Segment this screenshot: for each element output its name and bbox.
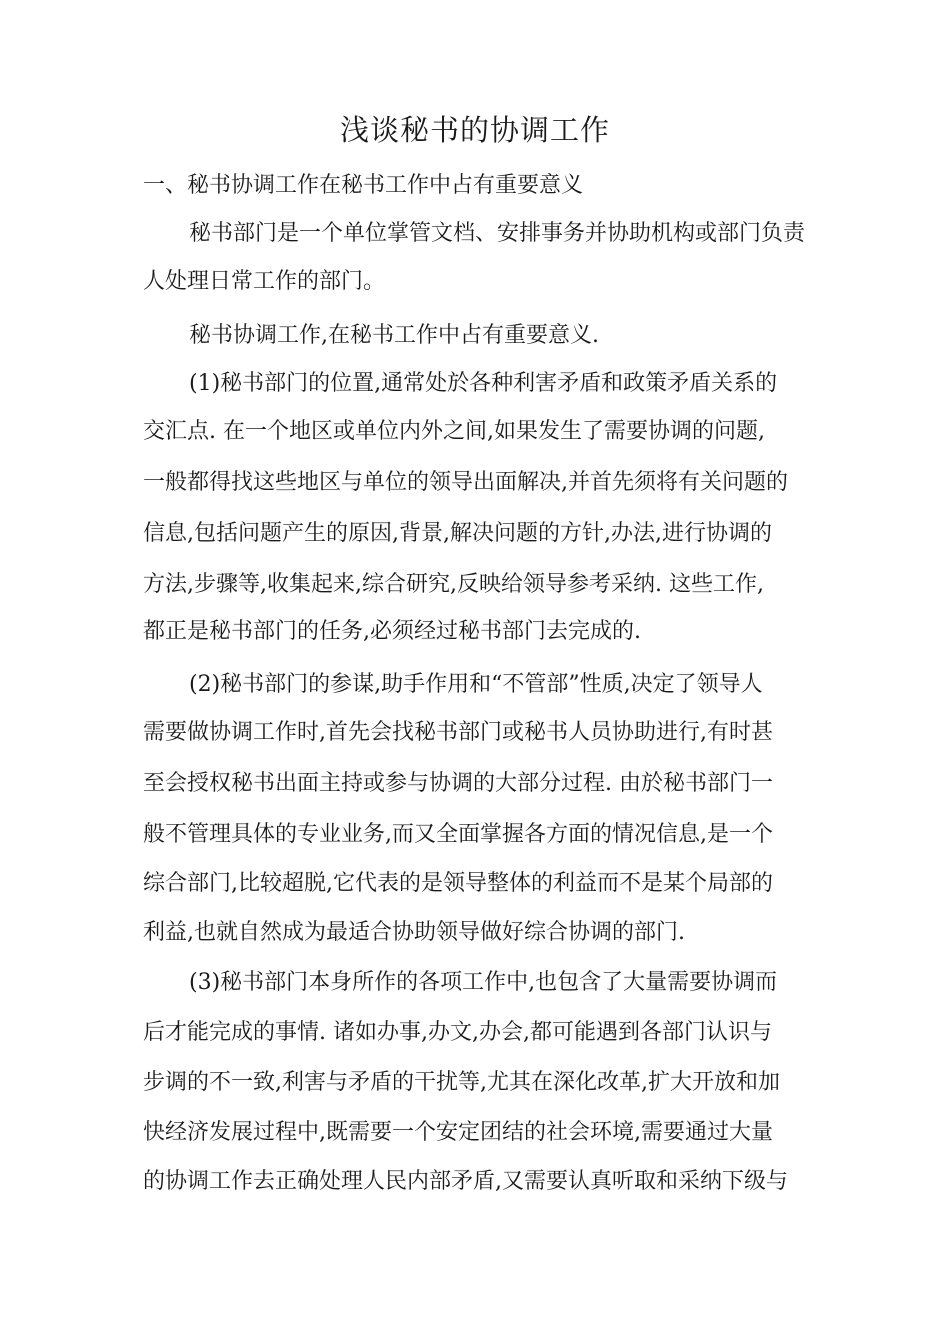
text-line: (1)秘书部门的位置,通常处於各种利害矛盾和政策矛盾关系的 bbox=[189, 371, 778, 396]
text-line: 秘书部门是一个单位掌管文档、安排事务并协助机构或部门负责 bbox=[189, 221, 806, 246]
text-line: 步调的不一致,利害与矛盾的干扰等,尤其在深化改革,扩大开放和加 bbox=[143, 1070, 780, 1095]
text-line: 需要做协调工作时,首先会找秘书部门或秘书人员协助进行,有时甚 bbox=[143, 720, 773, 745]
text-line: (3)秘书部门本身所作的各项工作中,也包含了大量需要协调而 bbox=[189, 970, 778, 995]
text-line: 一般都得找这些地区与单位的领导出面解决,并首先须将有关问题的 bbox=[143, 470, 788, 495]
text-line: 的协调工作去正确处理人民内部矛盾,又需要认真听取和采纳下级与 bbox=[143, 1169, 788, 1194]
text-line: 都正是秘书部门的任务,必须经过秘书部门去完成的. bbox=[143, 619, 641, 644]
text-line: 秘书协调工作,在秘书工作中占有重要意义. bbox=[189, 323, 599, 348]
text-line: 后才能完成的事情. 诸如办事,办文,办会,都可能遇到各部门认识与 bbox=[143, 1020, 772, 1045]
text-line: 至会授权秘书出面主持或参与协调的大部分过程. 由於秘书部门一 bbox=[143, 771, 773, 796]
text-line: 信息,包括问题产生的原因,背景,解决问题的方针,办法,进行协调的 bbox=[143, 521, 772, 546]
section-heading: 一、秘书协调工作在秘书工作中占有重要意义 bbox=[143, 173, 584, 198]
document-title: 浅谈秘书的协调工作 bbox=[339, 113, 610, 147]
text-line: 利益,也就自然成为最适合协助领导做好综合协调的部门. bbox=[143, 920, 685, 945]
text-line: 人处理日常工作的部门。 bbox=[143, 269, 386, 294]
text-line: 综合部门,比较超脱,它代表的是领导整体的利益而不是某个局部的 bbox=[143, 871, 773, 896]
text-line: (2)秘书部门的参谋,助手作用和“不管部”性质,决定了领导人 bbox=[189, 672, 763, 697]
text-line: 般不管理具体的专业业务,而又全面掌握各方面的情况信息,是一个 bbox=[143, 822, 773, 847]
text-line: 方法,步骤等,收集起来,综合研究,反映给领导参考采纳. 这些工作, bbox=[143, 572, 764, 597]
text-line: 交汇点. 在一个地区或单位内外之间,如果发生了需要协调的问题, bbox=[143, 419, 765, 444]
text-line: 快经济发展过程中,既需要一个安定团结的社会环境,需要通过大量 bbox=[143, 1120, 773, 1145]
